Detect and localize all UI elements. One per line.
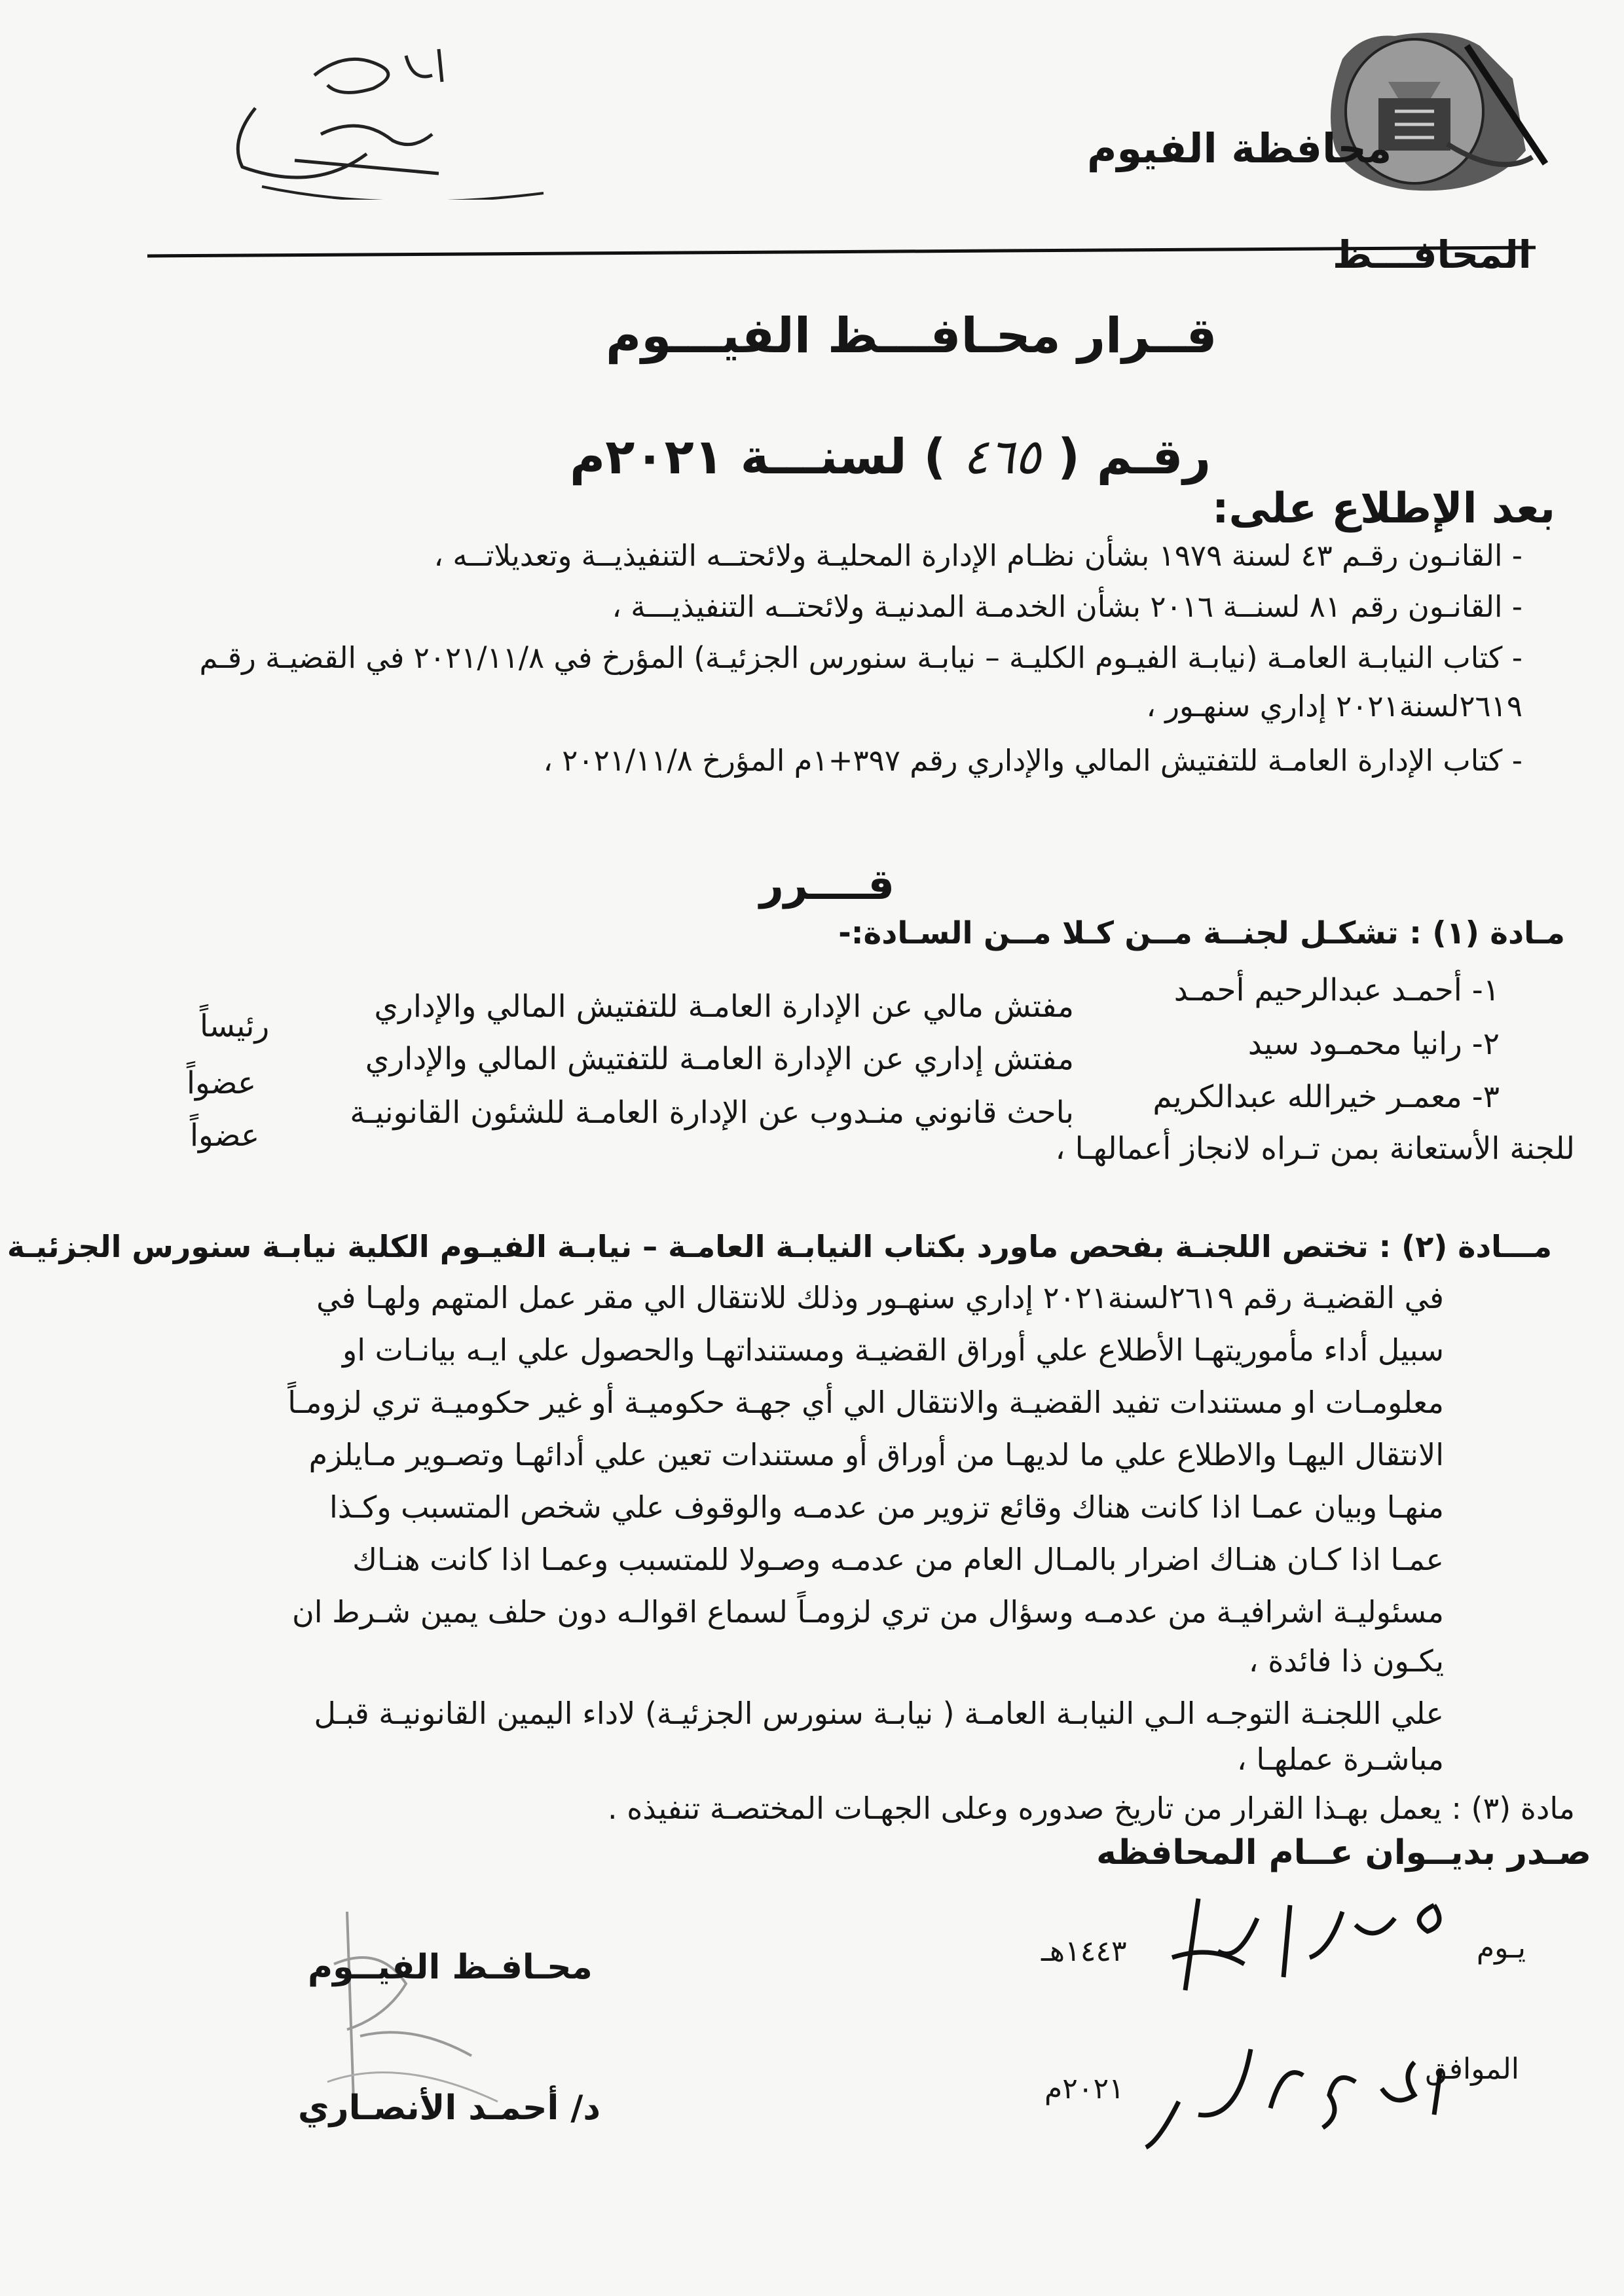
preamble-ref: - القانـون رقـم ٤٣ لسنة ١٩٧٩ بشأن نظـام الإدارة المحليـة ولائحتــه التنفيذيــة وتعديلاتــه ، bbox=[434, 538, 1522, 573]
member-role: عضواً bbox=[190, 1118, 260, 1154]
handwritten-annotation bbox=[216, 36, 557, 200]
member-name: ١- أحمـد عبدالرحيم أحمـد bbox=[1173, 972, 1500, 1008]
preamble-ref: - القانـون رقم ٨١ لسنــة ٢٠١٦ بشأن الخدمـة المدنيـة ولائحتــه التنفيذيـــة ، bbox=[612, 589, 1522, 624]
header-divider bbox=[147, 246, 1536, 258]
office-title: المحافـــظ bbox=[1333, 232, 1532, 277]
article-1-closing: للجنة الأستعانة بمن تـراه لانجاز أعمالهـا ، bbox=[1055, 1131, 1575, 1167]
hijri-handwritten-date bbox=[1159, 1886, 1460, 2003]
member-role: عضواً bbox=[187, 1065, 257, 1101]
governorate-emblem-icon bbox=[1316, 20, 1552, 210]
governor-signature-icon bbox=[308, 1886, 517, 2121]
issuance-line: صـدر بديــوان عــام المحافظه bbox=[1096, 1833, 1591, 1872]
member-title: باحث قانوني منـدوب عن الإدارة العامـة للشئون القانونيـة bbox=[350, 1095, 1074, 1131]
gregorian-year: ٢٠٢١م bbox=[1044, 2072, 1124, 2105]
article-1-heading: مـادة (١) : تشكـل لجنــة مــن كـلا مــن السـادة:- bbox=[838, 915, 1565, 951]
article-2-line: معلومـات او مستندات تفيد القضيـة والانتقال الي أي جهـة حكوميـة أو غير حكوميـة تري لزومـاً bbox=[287, 1385, 1444, 1420]
signatory-title: محـافـظ الفيــوم bbox=[308, 1948, 593, 1987]
article-2-line: سبيل أداء مأموريتهـا الأطلاع علي أوراق القضيـة ومستنداتهـا والحصول علي ايـه بيانـات او bbox=[342, 1332, 1444, 1368]
preamble-heading: بعد الإطلاع على: bbox=[1211, 484, 1555, 533]
day-label: يـوم bbox=[1476, 1931, 1526, 1965]
decree-number-suffix: ) لسنـــة ٢٠٢١م bbox=[570, 429, 946, 485]
decree-number-line bbox=[570, 429, 1211, 485]
decree-title: قــرار محـافـــظ الفيـــوم bbox=[606, 308, 1217, 364]
member-role: رئيساً bbox=[200, 1008, 270, 1044]
governorate-name: محافظة الفيوم bbox=[1087, 124, 1392, 172]
article-2-line: منهـا وبيان عمـا اذا كانت هناك وقائع تزوير من عدمـه والوقوف علي شخص المتسبب وكـذا bbox=[329, 1489, 1444, 1525]
preamble-ref: ٢٦١٩لسنة٢٠٢١ إداري سنهـور ، bbox=[1146, 689, 1522, 723]
member-title: مفتش إداري عن الإدارة العامـة للتفتيش المالي والإداري bbox=[365, 1041, 1074, 1077]
decree-number-prefix: رقـم ( bbox=[1058, 429, 1211, 485]
decision-heading: قــــرر bbox=[760, 861, 895, 909]
gregorian-label: الموافق bbox=[1425, 2052, 1519, 2086]
preamble-ref: - كتاب النيابـة العامـة (نيابـة الفيـوم الكليـة – نيابـة سنورس الجزئيـة) المؤرخ في ٢٠٢١/١١/٨ في القضيـة رقـم bbox=[199, 640, 1522, 675]
article-2-line: الانتقال اليهـا والاطلاع علي ما لديهـا من أوراق أو مستندات تعين علي أدائهـا وتصـوير مـايلزم bbox=[308, 1437, 1444, 1472]
preamble-ref: - كتاب الإدارة العامـة للتفتيش المالي والإداري رقم ٣٩٧+١م المؤرخ ٢٠٢١/١١/٨ ، bbox=[543, 743, 1522, 778]
member-title: مفتش مالي عن الإدارة العامـة للتفتيش المالي والإداري bbox=[374, 989, 1074, 1025]
article-2-line: يكـون ذا فائدة ، bbox=[1248, 1643, 1444, 1679]
member-name: ٢- رانيا محمـود سيد bbox=[1247, 1026, 1500, 1062]
article-2-line: مسئوليـة اشرافيـة من عدمـه وسؤال من تري لزومـاً لسماع اقوالـه دون حلف يمين شـرط ان bbox=[291, 1594, 1444, 1630]
article-2-line: مـــادة (٢) : تختص اللجنـة بفحص ماورد بكتاب النيابـة العامـة – نيابـة الفيـوم الكلية نيابـة سنورس الجزئيـة bbox=[7, 1229, 1552, 1264]
article-2-line: علي اللجنـة التوجـه الـي النيابـة العامـة ( نيابـة سنورس الجزئيـة) لاداء اليمين القانونيـة قبـل bbox=[314, 1696, 1444, 1731]
member-name: ٣- معمـر خيرالله عبدالكريم bbox=[1153, 1079, 1500, 1115]
article-2-line: في القضيـة رقم ٢٦١٩لسنة٢٠٢١ إداري سنهـور وذلك للانتقال الي مقر عمل المتهم ولهـا في bbox=[316, 1280, 1444, 1315]
gregorian-handwritten-date bbox=[1139, 2023, 1467, 2167]
article-3-text: مادة (٣) : يعمل بهـذا القرار من تاريخ صدوره وعلى الجهـات المختصـة تنفيذه . bbox=[607, 1791, 1575, 1826]
article-2-line: مباشـرة عملهـا ، bbox=[1236, 1741, 1444, 1777]
decree-number: ٤٦٥ bbox=[963, 429, 1041, 485]
hijri-year: ١٤٤٣هـ bbox=[1041, 1935, 1127, 1968]
signatory-name: د/ أحمـد الأنصـاري bbox=[298, 2088, 601, 2128]
article-2-line: عمـا اذا كـان هنـاك اضرار بالمـال العام من عدمـه وصـولا للمتسبب وعمـا اذا كانت هنـاك bbox=[352, 1542, 1444, 1577]
